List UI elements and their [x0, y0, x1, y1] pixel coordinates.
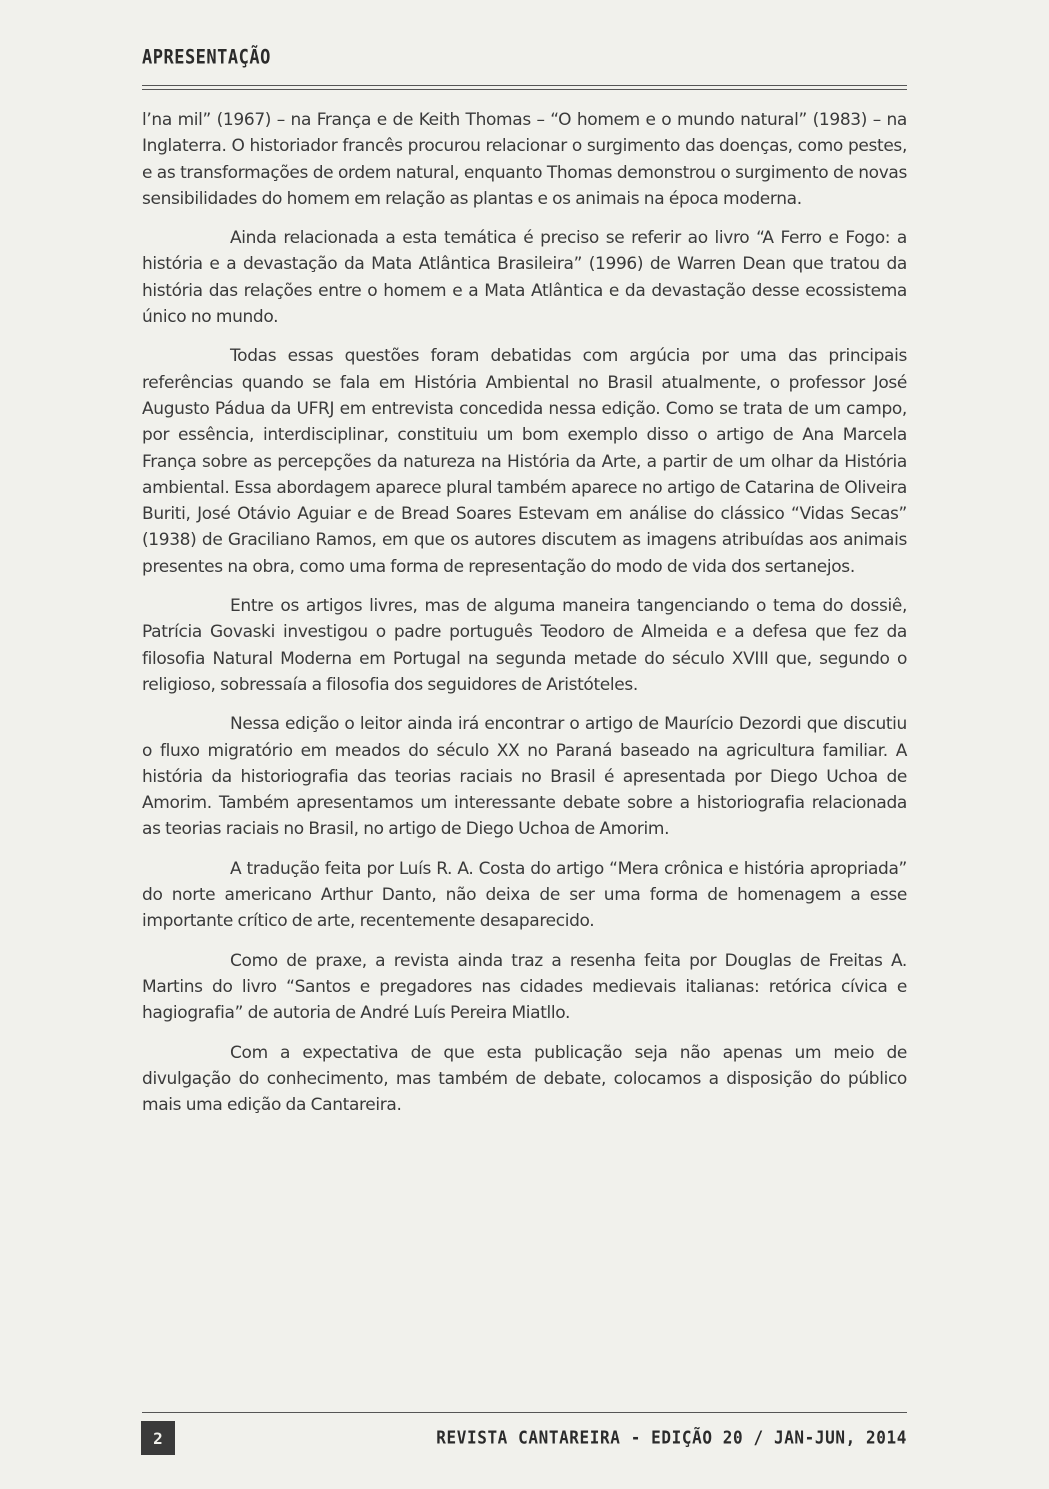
paragraph: Nessa edição o leitor ainda irá encontrar o artigo de Maurício Dezordi que discutiu o fluxo migratório em meados do século XX no Paraná baseado na agricultura familiar. A história da historiografia das teorias raciais no Brasil é apresentada por Diego Uchoa de Amorim. Também apresentamos um interessante debate sobre a historiografia relacionada as teorias raciais no Brasil, no artigo de Diego Uchoa de Amorim.: [142, 714, 907, 840]
footer-divider: [142, 1412, 907, 1413]
section-title: APRESENTAÇÃO: [142, 46, 271, 69]
paragraph: Entre os artigos livres, mas de alguma maneira tangenciando o tema do dossiê, Patrícia Govaski investigou o padre português Teodoro de Almeida e a defesa que fez da filosofia Natural Moderna em Portugal na segunda metade do século XVIII que, segundo o religioso, sobressaía a filosofia dos seguidores de Aristóteles.: [142, 596, 907, 695]
paragraph: Ainda relacionada a esta temática é preciso se referir ao livro “A Ferro e Fogo: a história e a devastação da Mata Atlântica Brasileira” (1996) de Warren Dean que tratou da história das relações entre o homem e a Mata Atlântica e da devastação desse ecossistema único no mundo.: [142, 228, 907, 328]
paragraph: Como de praxe, a revista ainda traz a resenha feita por Douglas de Freitas A. Martins do livro “Santos e pregadores nas cidades medievais italianas: retórica cívica e hagiografia” de autoria de André Luís Pereira Miatllo.: [142, 950, 907, 1024]
article-body: [142, 107, 907, 1131]
paragraph: Com a expectativa de que esta publicação seja não apenas um meio de divulgação do conhecimento, mas também de debate, colocamos a disposição do público mais uma edição da Cantareira.: [142, 1042, 907, 1116]
paragraph: Todas essas questões foram debatidas com argúcia por uma das principais referências quando se fala em História Ambiental no Brasil atualmente, o professor José Augusto Pádua da UFRJ em entrevista concedida nessa edição. Como se trata de um campo, por essência, interdisciplinar, constituiu um bom exemplo disso o artigo de Ana Marcela França sobre as percepções da natureza na História da Arte, a partir de um olhar da História ambiental. Essa abordagem aparece plural também aparece no artigo de Catarina de Oliveira Buriti, José Otávio Aguiar e de Bread Soares Estevam em análise do clássico “Vidas Secas” (1938) de Graciliano Ramos, em que os autores discutem as imagens atribuídas aos animais presentes na obra, como uma forma de representação do modo de vida dos sertanejos.: [142, 346, 907, 577]
header-divider: [142, 85, 907, 90]
publication-footer: REVISTA CANTAREIRA - EDIÇÃO 20 / JAN-JUN, 2014: [436, 1427, 907, 1448]
paragraph: l’na mil” (1967) – na França e de Keith Thomas – “O homem e o mundo natural” (1983) – na Inglaterra. O historiador francês procurou relacionar o surgimento das doenças, como pestes, e as transformações de ordem natural, enquanto Thomas demonstrou o surgimento de novas sensibilidades do homem em relação as plantas e os animais na época moderna.: [142, 110, 907, 209]
page-number: 2: [141, 1421, 175, 1455]
paragraph: A tradução feita por Luís R. A. Costa do artigo “Mera crônica e história apropriada” do norte americano Arthur Danto, não deixa de ser uma forma de homenagem a esse importante crítico de arte, recentemente desaparecido.: [142, 858, 907, 932]
